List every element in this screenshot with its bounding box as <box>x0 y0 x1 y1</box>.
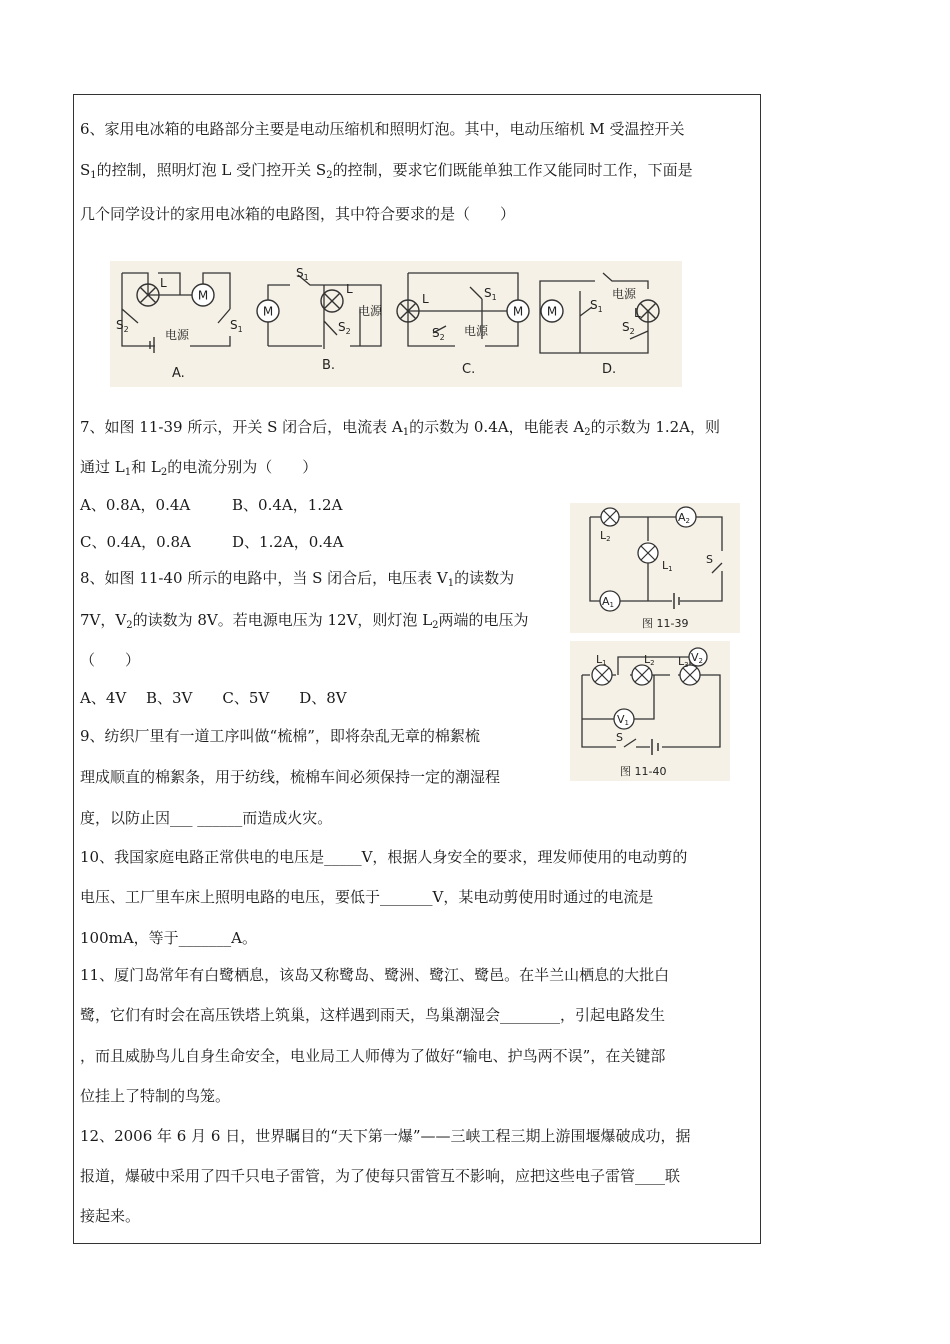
q7-line2: 通过 $L_1$和 $L_2$的电流分别为（ ） <box>80 458 318 478</box>
fig39-l1-label: L1 <box>662 559 673 573</box>
q6-line3: 几个同学设计的家用电冰箱的电路图，其中符合要求的是（ ） <box>80 205 516 223</box>
q11-line3: ，而且威胁鸟儿自身生命安全，电业局工人师傅为了做好“输电、护鸟两不误”，在关键部 <box>80 1047 666 1065</box>
fig39-a1-label: A1 <box>602 595 614 609</box>
figure-11-39 <box>570 503 740 633</box>
option-b-label: B. <box>322 358 336 373</box>
fig-c-power-label: 电源 <box>464 324 489 338</box>
fig40-v1-label: V1 <box>617 713 629 727</box>
fig39-a2-label: A2 <box>678 511 690 525</box>
fig39-caption: 图 11-39 <box>642 617 689 630</box>
q11-line2: 鹭，它们有时会在高压铁塔上筑巢，这样遇到雨天，鸟巢潮湿会________，引起电路发生 <box>80 1006 666 1024</box>
q6-circuit-figure: M L 电源 $S_2$ $S_1$ A. $S_1$ L 电源 $S_2$ B. L $S_1$ $S_2$ 电源 C. 电源 $S_1$ $S_2$ L D. <box>110 261 682 387</box>
svg-text:L: L <box>634 306 641 320</box>
svg-text:S1: $S_1$ <box>484 286 497 302</box>
fig40-l2-label: L2 <box>644 653 655 667</box>
q7-option-a: A、0.8A，0.4A <box>80 496 191 514</box>
fig-a-power-label: 电源 <box>165 328 190 342</box>
svg-text:S2: $S_2$ <box>116 318 129 334</box>
q11-line1: 11、厦门岛常年有白鹭栖息，该岛又称鹭岛、鹭洲、鹭江、鹭邑。在半兰山栖息的大批白 <box>80 966 670 984</box>
q9-line2: 理成顺直的棉絮条，用于纺线，梳棉车间必须保持一定的潮湿程 <box>80 768 501 786</box>
q7-option-b: B、0.4A，1.2A <box>232 496 343 514</box>
q8-line3: （ ） <box>80 651 141 669</box>
q7-line1: 7、如图 11-39 所示，开关 S 闭合后，电流表 $A_1$的示数为 0.4A，电能表 $A_2$的示数为 1.2A，则 <box>80 418 721 438</box>
q10-line2: 电压、工厂里车床上照明电路的电压，要低于_______V，某电动剪使用时通过的电流是 <box>80 888 654 906</box>
fig40-v2-label: V2 <box>691 651 703 665</box>
fig-a-lamp-label: L <box>160 276 167 290</box>
q11-line4: 位挂上了特制的鸟笼。 <box>80 1087 231 1105</box>
fig39-switch-label: S <box>706 553 713 566</box>
q12-line3: 接起来。 <box>80 1207 141 1225</box>
fig-d-power-label: 电源 <box>612 287 637 301</box>
option-d-label: D. <box>602 362 617 377</box>
fig40-caption: 图 11-40 <box>620 765 667 778</box>
q6-line1: 6、家用电冰箱的电路部分主要是电动压缩机和照明灯泡。其中，电动压缩机 M 受温控开关 <box>80 120 685 138</box>
svg-text:L: L <box>346 282 353 296</box>
q8-line1: 8、如图 11-40 所示的电路中，当 S 闭合后，电压表 $V_1$的读数为 <box>80 569 515 589</box>
q8-options: A、4V B、3V C、5V D、8V <box>80 689 347 707</box>
q7-option-d: D、1.2A，0.4A <box>232 533 344 551</box>
svg-text:S1: $S_1$ <box>296 266 309 282</box>
fig-b-power-label: 电源 <box>358 304 383 318</box>
q12-line1: 12、2006 年 6 月 6 日，世界瞩目的“天下第一爆”——三峡工程三期上游围堰爆破成功，据 <box>80 1127 691 1145</box>
svg-text:S1: $S_1$ <box>230 318 243 334</box>
q9-line3: 度，以防止因___ ______而造成火灾。 <box>80 809 333 827</box>
q8-line2: 7V，$V_2$的读数为 8V。若电源电压为 12V，则灯泡 $L_2$两端的电压为 <box>80 611 529 631</box>
option-a-label: A. <box>172 366 185 381</box>
fig39-l2-label: L2 <box>600 529 611 543</box>
q12-line2: 报道，爆破中采用了四千只电子雷管，为了使每只雷管互不影响，应把这些电子雷管____联 <box>80 1167 681 1185</box>
q6-line2: $S_1$的控制，照明灯泡 L 受门控开关 $S_2$的控制，要求它们既能单独工作又能同时工作，下面是 <box>80 161 693 181</box>
q9-line1: 9、纺织厂里有一道工序叫做“梳棉”，即将杂乱无章的棉絮梳 <box>80 727 480 745</box>
figure-11-40 <box>570 641 730 781</box>
svg-text:L: L <box>422 292 429 306</box>
q7-option-c: C、0.4A，0.8A <box>80 533 191 551</box>
svg-text:S1: $S_1$ <box>590 298 603 314</box>
q10-line1: 10、我国家庭电路正常供电的电压是_____V，根据人身安全的要求，理发师使用的电动剪的 <box>80 848 688 866</box>
option-c-label: C. <box>462 362 476 377</box>
fig40-switch-label: S <box>616 731 623 744</box>
svg-text:S2: $S_2$ <box>622 320 635 336</box>
fig40-l3-label: L3 <box>678 655 689 669</box>
svg-text:S2: $S_2$ <box>432 326 445 342</box>
q10-line3: 100mA，等于_______A。 <box>80 929 258 947</box>
fig40-l1-label: L1 <box>596 653 607 667</box>
svg-text:S2: $S_2$ <box>338 320 351 336</box>
